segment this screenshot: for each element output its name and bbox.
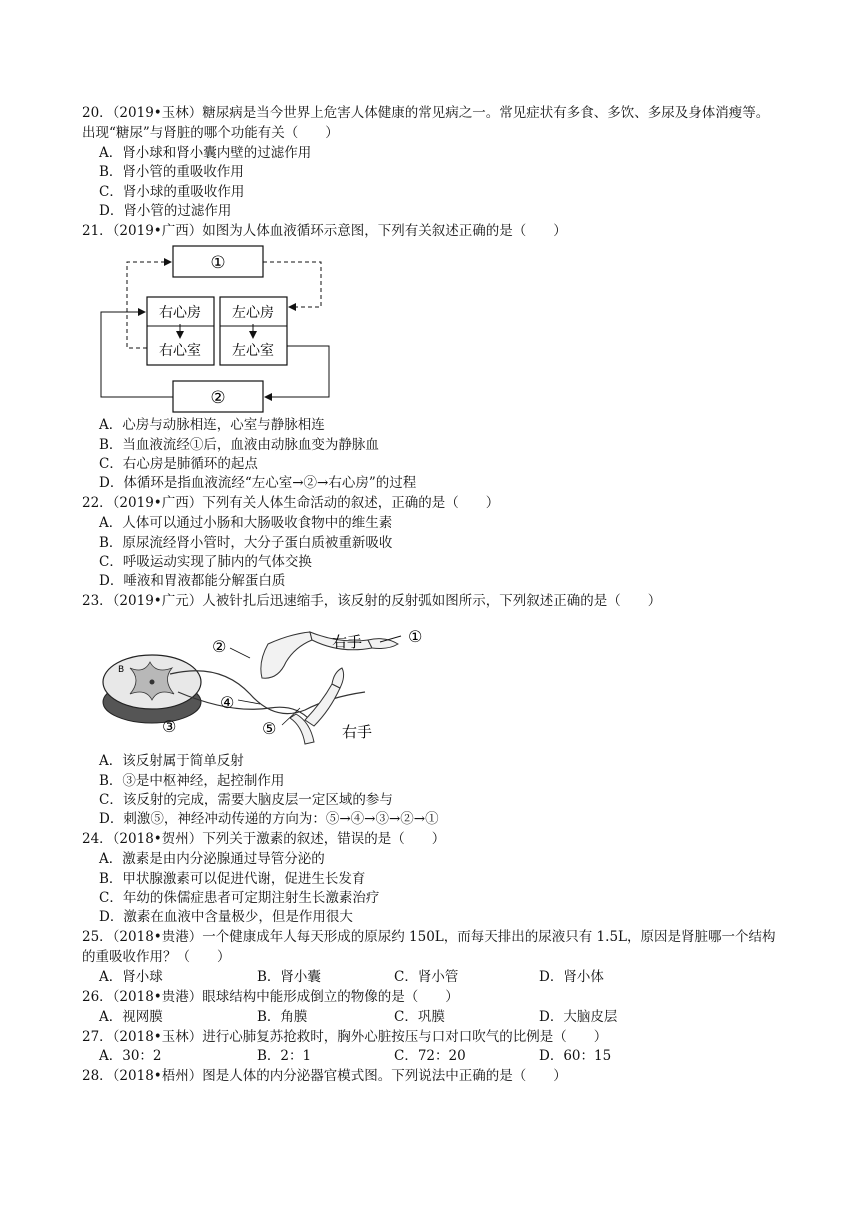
left-atrium-label: 左心房 bbox=[232, 305, 274, 321]
svg-text:B: B bbox=[118, 665, 125, 675]
question-27-option-d: D．60：15 bbox=[539, 1048, 612, 1064]
reflex-label-1: ① bbox=[408, 627, 423, 646]
question-28-stem: 28．（2018•梧州）图是人体的内分泌器官模式图。下列说法中正确的是（ ） bbox=[82, 1068, 567, 1084]
question-23-option-b: B．③是中枢神经，起控制作用 bbox=[99, 773, 285, 789]
question-26-option-d: D．大脑皮层 bbox=[539, 1009, 618, 1025]
question-25-option-b: B．肾小囊 bbox=[257, 969, 321, 985]
question-23-option-c: C．该反射的完成，需要大脑皮层一定区域的参与 bbox=[99, 792, 393, 808]
question-21-option-d: D．体循环是指血液流经“左心室→②→右心房”的过程 bbox=[99, 475, 417, 491]
question-25-option-a: A．肾小球 bbox=[99, 969, 163, 985]
question-25-option-c: C．肾小管 bbox=[394, 969, 459, 985]
question-27-option-b: B．2：1 bbox=[257, 1048, 312, 1064]
question-23-option-d: D．刺激⑤，神经冲动传递的方向为：⑤→④→③→②→① bbox=[99, 811, 439, 827]
question-21-option-b: B．当血液流经①后，血液由动脉血变为静脉血 bbox=[99, 437, 379, 453]
hand-label-bottom: 右手 bbox=[342, 723, 373, 741]
question-26-option-c: C．巩膜 bbox=[394, 1009, 445, 1025]
question-25-stem: 25．（2018•贵港）一个健康成年人每天形成的原尿约 150L，而每天排出的尿液只有 1.5L，原因是肾脏哪一个结构的重吸收作用？（ ） bbox=[82, 929, 776, 965]
question-22-option-b: B．原尿流经肾小管时，大分子蛋白质被重新吸收 bbox=[99, 535, 393, 551]
question-27-option-c: C．72：20 bbox=[394, 1048, 466, 1064]
blood-circulation-diagram bbox=[95, 240, 345, 415]
question-27-stem: 27．（2018•玉林）进行心肺复苏抢救时，胸外心脏按压与口对口吹气的比例是（ ） bbox=[82, 1029, 608, 1045]
question-21-option-c: C．右心房是肺循环的起点 bbox=[99, 456, 258, 472]
question-26-option-b: B．角膜 bbox=[257, 1009, 308, 1025]
left-ventricle-label: 左心室 bbox=[232, 343, 274, 359]
question-20-option-c: C．肾小球的重吸收作用 bbox=[99, 184, 245, 200]
question-23-option-a: A．该反射属于简单反射 bbox=[99, 753, 244, 769]
upper-hand bbox=[368, 639, 398, 649]
question-21-option-a: A．心房与动脉相连，心室与静脉相连 bbox=[99, 417, 325, 433]
question-24-option-b: B．甲状腺激素可以促进代谢，促进生长发育 bbox=[99, 871, 366, 887]
question-20-option-b: B．肾小管的重吸收作用 bbox=[99, 164, 244, 180]
question-24-stem: 24．（2018•贺州）下列关于激素的叙述，错误的是（ ） bbox=[82, 831, 446, 847]
question-24-option-c: C．年幼的侏儒症患者可定期注射生长激素治疗 bbox=[99, 890, 380, 906]
reflex-arc-diagram bbox=[100, 622, 430, 747]
lower-hand bbox=[332, 668, 344, 688]
question-22-stem: 22．（2019•广西）下列有关人体生命活动的叙述，正确的是（ ） bbox=[82, 495, 500, 511]
right-ventricle-label: 右心室 bbox=[159, 343, 201, 359]
question-20-option-a: A．肾小球和肾小囊内壁的过滤作用 bbox=[99, 145, 312, 161]
question-25-option-d: D．肾小体 bbox=[539, 969, 604, 985]
question-22-option-d: D．唾液和胃液都能分解蛋白质 bbox=[99, 573, 286, 589]
circulation-box-2-label: ② bbox=[210, 388, 226, 408]
question-22-option-a: A．人体可以通过小肠和大肠吸收食物中的维生素 bbox=[99, 515, 393, 531]
question-26-stem: 26．（2018•贵港）眼球结构中能形成倒立的物像的是（ ） bbox=[82, 989, 459, 1005]
upper-arm bbox=[261, 632, 312, 678]
question-26-option-a: A．视网膜 bbox=[99, 1009, 163, 1025]
question-21-stem: 21．（2019•广西）如图为人体血液循环示意图，下列有关叙述正确的是（ ） bbox=[82, 223, 567, 239]
right-atrium-label: 右心房 bbox=[159, 305, 201, 321]
question-27-option-a: A．30：2 bbox=[99, 1048, 162, 1064]
reflex-label-3: ③ bbox=[162, 717, 177, 736]
lower-upper-arm bbox=[305, 684, 340, 726]
question-20-option-d: D．肾小管的过滤作用 bbox=[99, 203, 232, 219]
hand-label-top: 右手 bbox=[332, 633, 363, 651]
reflex-label-5: ⑤ bbox=[262, 719, 277, 738]
reflex-label-4: ④ bbox=[220, 693, 235, 712]
question-24-option-d: D．激素在血液中含量极少，但是作用很大 bbox=[99, 909, 353, 925]
question-20-stem: 20．（2019•玉林）糖尿病是当今世界上危害人体健康的常见病之一。常见症状有多食、多饮、多尿及身体消瘦等。出现“糖尿”与肾脏的哪个功能有关（ ） bbox=[82, 105, 770, 141]
reflex-label-2: ② bbox=[212, 637, 227, 656]
circulation-box-1-label: ① bbox=[210, 253, 226, 273]
question-24-option-a: A．激素是由内分泌腺通过导管分泌的 bbox=[99, 851, 325, 867]
question-22-option-c: C．呼吸运动实现了肺内的气体交换 bbox=[99, 554, 312, 570]
question-23-stem: 23．（2019•广元）人被针扎后迅速缩手，该反射的反射弧如图所示，下列叙述正确的是（ ） bbox=[82, 593, 662, 609]
